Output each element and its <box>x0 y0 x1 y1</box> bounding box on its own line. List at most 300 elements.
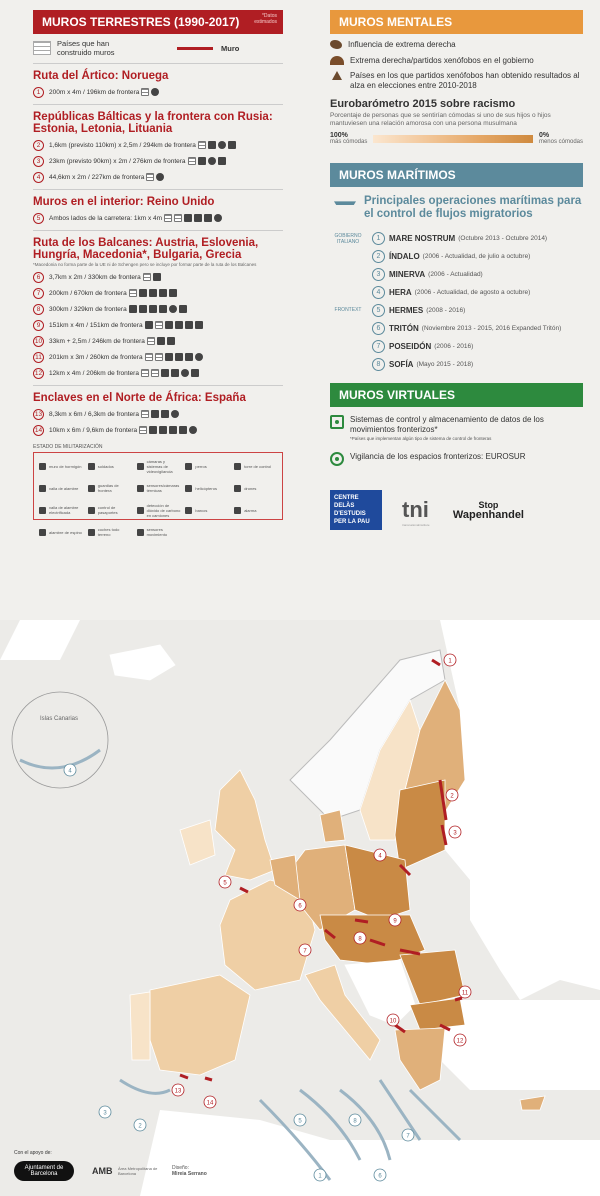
mentales-item-text: Países en los que partidos xenófobos han obtenido resultados al alza en elecciones entre 2010-2018 <box>350 71 580 90</box>
militarization-icon <box>39 485 46 492</box>
operation-dates: (Noviembre 2013 - 2015, 2016 Expanded Tritón) <box>421 324 562 332</box>
support-label: Con el apoyo de: <box>14 1150 52 1156</box>
wall-label <box>389 914 401 926</box>
maritime-operation <box>330 229 583 247</box>
soldier-icon <box>228 141 236 149</box>
militarization-label: valla de alambre <box>49 485 79 491</box>
scale-left-label: más cómodas <box>330 139 368 145</box>
ajuntament-barcelona-logo: Ajuntament de Barcelona <box>14 1161 74 1181</box>
militarization-item <box>135 521 182 543</box>
tni-logo <box>402 496 430 527</box>
operation-name: HERMES <box>389 305 424 315</box>
up-arrow-icon <box>332 71 342 80</box>
operation-number: 1 <box>372 232 385 245</box>
camera-icon <box>189 426 197 434</box>
camera-icon <box>208 157 216 165</box>
camera-icon <box>169 305 177 313</box>
operation-dates: (2008 - 2016) <box>426 306 466 314</box>
wall-item <box>33 367 283 379</box>
fence-icon <box>145 353 153 361</box>
militarization-item <box>86 521 133 543</box>
militarization-icon <box>137 485 144 492</box>
wall-label-text: 5 <box>223 880 227 887</box>
operation-number: 4 <box>372 286 385 299</box>
wall-item <box>33 335 283 347</box>
maritime-operation <box>330 247 583 265</box>
partner-logos <box>330 490 583 530</box>
operation-dates: (2006 - Actualidad, de julio a octubre) <box>422 252 531 260</box>
mentales-item <box>330 40 583 50</box>
wall-label-text: 13 <box>174 1088 182 1095</box>
sea-label-text: 2 <box>138 1123 142 1130</box>
fan-icon <box>330 56 344 65</box>
sea-label-text: 4 <box>68 768 72 775</box>
operation-name: MARE NOSTRUM <box>389 233 456 243</box>
scale-right-pct: 0% <box>538 132 550 139</box>
barbed-wire-icon <box>153 273 161 281</box>
portugal <box>130 992 150 1060</box>
barbed-wire-icon <box>198 157 206 165</box>
operation-name: POSEIDÓN <box>389 341 432 351</box>
amb-full-text: Àrea Metropolitana de Barcelona <box>118 1166 158 1177</box>
virtual-item2-text: Vigilancia de los espacios fronterizos: EUROSUR <box>350 451 526 461</box>
centre-delas-logo: CENTRE DELÀS D'ESTUDIS PER LA PAU <box>330 490 382 530</box>
wall-number: 13 <box>34 410 43 418</box>
sea-label-text: 1 <box>318 1173 322 1180</box>
ship-icon <box>334 199 356 205</box>
stop-text: Stop <box>478 499 499 510</box>
group-italy-label: GOBIERNO ITALIANO <box>334 233 362 245</box>
barbed-wire-icon <box>145 321 153 329</box>
wall-description: 151km x 4m / 151km de frontera <box>49 321 143 329</box>
barbed-wire-icon <box>151 410 159 418</box>
wall-label-text: 14 <box>206 1100 214 1107</box>
sponsor-logos <box>14 1161 314 1181</box>
soldier-icon <box>204 214 212 222</box>
sea-operation-label <box>374 1169 386 1181</box>
barbed-wire-icon <box>157 337 165 345</box>
wall-label <box>387 1014 399 1026</box>
militarization-label: torre de control <box>244 463 272 469</box>
operation-name: ÍNDALO <box>389 251 420 261</box>
barbed-wire-icon <box>129 305 137 313</box>
fence-icon <box>143 273 151 281</box>
soldier-icon <box>179 305 187 313</box>
wall-item <box>33 351 283 363</box>
militarization-item <box>37 477 84 499</box>
sea-operation-label <box>402 1129 414 1141</box>
soldier-icon <box>185 353 193 361</box>
maritime-operation <box>330 355 583 373</box>
data-control-icon <box>330 415 344 429</box>
design-label: Diseño: <box>172 1165 189 1171</box>
militarization-item <box>135 455 182 477</box>
wall-label-text: 10 <box>389 1018 397 1025</box>
soldier-icon <box>149 289 157 297</box>
operation-dates: (Mayo 2015 - 2018) <box>416 360 474 368</box>
wall-number: 10 <box>34 337 43 345</box>
wall-description: 8,3km x 6m / 6,3km de frontera <box>49 410 139 418</box>
militarization-icon <box>88 485 95 492</box>
tni-logo-text: tni <box>402 496 429 522</box>
wall-label-text: 12 <box>456 1038 464 1045</box>
militarization-icon <box>88 507 95 514</box>
mentales-item <box>330 71 583 90</box>
wall-item <box>33 287 283 299</box>
operation-number: 8 <box>372 358 385 371</box>
ops-title-row <box>330 195 583 221</box>
sea-operation-label <box>99 1106 111 1118</box>
wall-number: 6 <box>33 272 44 283</box>
wall-line-icon <box>177 47 213 50</box>
militarization-icon <box>88 529 95 536</box>
operation-name: HERA <box>389 287 412 297</box>
militarization-icon <box>137 529 144 536</box>
barbed-wire-icon <box>149 426 157 434</box>
operation-number: 5 <box>372 304 385 317</box>
fence-icon <box>188 157 196 165</box>
sea-operation-label <box>64 764 76 776</box>
barbed-wire-icon <box>165 321 173 329</box>
camera-icon <box>214 214 222 222</box>
muros-terrestres-header <box>33 10 283 34</box>
wall-item <box>33 408 283 420</box>
militarization-legend <box>33 452 283 537</box>
sea-label-text: 3 <box>103 1110 107 1117</box>
wall-label <box>444 654 456 666</box>
operation-dates: (2006 - Actualidad) <box>428 270 483 278</box>
militarization-label: muro de hormigón <box>49 463 82 469</box>
wall-label <box>299 944 311 956</box>
operation-dates: (Octubre 2013 - Octubre 2014) <box>458 234 548 242</box>
militarization-item <box>183 455 230 477</box>
section-note: *Macedonia no forma parte de la UE ni de Schengen pero se incluye por formar parte de la ruta de los Balcanes <box>33 262 257 267</box>
wall-description: 300km / 329km de frontera <box>49 305 127 313</box>
brick-pattern-icon <box>33 41 51 55</box>
wall-label-text: 4 <box>378 853 382 860</box>
virtual-item1-text: Sistemas de control y almacenamiento de datos de los movimientos fronterizos* <box>350 415 544 434</box>
muros-virtuales-header <box>330 383 583 407</box>
wall-description: 12km x 4m / 206km de frontera <box>49 369 139 377</box>
operation-dates: (2006 - 2016) <box>434 342 474 350</box>
ops-title: Principales operaciones marítimas para el control de flujos migratorios <box>364 195 582 220</box>
militarization-label: perros <box>195 463 207 469</box>
militarization-label: cámaras y sistemas de videovigilancia <box>146 458 173 474</box>
fence-icon <box>155 321 163 329</box>
wall-description: 33km + 2,5m / 246km de frontera <box>49 337 145 345</box>
eurobarometro-scale <box>330 132 583 145</box>
amb-logo <box>92 1166 158 1177</box>
militarization-label: sensores movimiento <box>146 527 168 537</box>
fence-icon <box>147 337 155 345</box>
wall-description: 200m x 4m / 196km de frontera <box>49 88 140 96</box>
wall-item <box>33 155 283 167</box>
militarization-label: detección de dióxido de carbono en camiones <box>146 502 181 518</box>
wall-label-text: 11 <box>461 990 469 997</box>
sea-label-text: 8 <box>353 1118 357 1125</box>
section-title: Enclaves en el Norte de África: España <box>33 385 283 404</box>
camera-icon <box>181 369 189 377</box>
scale-right-label: menos cómodas <box>538 139 583 145</box>
sea-operation-label <box>314 1169 326 1181</box>
mentales-legend <box>330 40 583 90</box>
sea-label-text: 5 <box>298 1118 302 1125</box>
fence-icon <box>129 289 137 297</box>
wall-item <box>33 424 283 436</box>
soldier-icon <box>185 321 193 329</box>
wall-label <box>454 1034 466 1046</box>
wall-label <box>446 789 458 801</box>
militarization-label: drones <box>244 485 257 491</box>
wall-label-text: 7 <box>303 948 307 955</box>
wall-label-text: 3 <box>453 830 457 837</box>
operation-name: MINERVA <box>389 269 426 279</box>
europe-map <box>0 620 600 1196</box>
muros-mentales-header <box>330 10 583 34</box>
fence-icon <box>139 426 147 434</box>
mentales-item-text: Extrema derecha/partidos xenófobos en el gobierno <box>350 55 534 65</box>
fence-icon <box>141 88 149 96</box>
militarization-item <box>232 499 279 521</box>
militarization-icon <box>234 485 241 492</box>
maritime-operations-list <box>330 229 583 373</box>
fence-icon <box>141 369 149 377</box>
muros-terrestres-title: MUROS TERRESTRES (1990-2017) <box>42 15 240 29</box>
barbed-wire-icon <box>161 369 169 377</box>
soldier-icon <box>169 289 177 297</box>
wall-item <box>33 86 283 98</box>
maritime-operation <box>330 319 583 337</box>
wall-label <box>459 986 471 998</box>
wall-label <box>172 1084 184 1096</box>
wall-number: 5 <box>33 213 44 224</box>
muros-terrestres-column <box>33 10 283 537</box>
soldier-icon <box>169 426 177 434</box>
wall-label <box>374 849 386 861</box>
wall-number: 12 <box>34 369 43 377</box>
soldier-icon <box>218 157 226 165</box>
section-title: Muros en el interior: Reino Unido <box>33 189 283 208</box>
militarization-label: coches todo terreno <box>97 527 120 537</box>
camera-icon <box>171 410 179 418</box>
militarization-item <box>183 499 230 521</box>
wall-description: 200km / 670km de frontera <box>49 289 127 297</box>
wall-description: 1,6km (previsto 110km) x 2,5m / 294km de frontera <box>49 141 196 149</box>
maritime-operation <box>330 283 583 301</box>
terrestres-legend <box>33 39 283 57</box>
barbed-wire-icon <box>159 426 167 434</box>
operation-name: SOFÍA <box>389 359 414 369</box>
canarias-label: Islas Canarias <box>40 716 79 722</box>
operation-number: 3 <box>372 268 385 281</box>
soldier-icon <box>195 321 203 329</box>
militarization-label: guardias de frontera <box>97 483 119 493</box>
spain <box>150 975 250 1075</box>
militarization-label: valla de alambre electrificada <box>49 505 79 515</box>
militarization-item <box>232 455 279 477</box>
sea-operation-label <box>294 1114 306 1126</box>
soldier-icon <box>149 305 157 313</box>
wall-description: 201km x 3m / 260km de frontera <box>49 353 143 361</box>
militarization-icon <box>39 507 46 514</box>
camera-icon <box>151 88 159 96</box>
militarization-label: soldados <box>97 463 114 469</box>
operation-number: 2 <box>372 250 385 263</box>
wall-number: 1 <box>33 87 44 98</box>
militarization-icon <box>39 463 46 470</box>
operation-number: 6 <box>372 322 385 335</box>
militarization-icon <box>185 485 192 492</box>
wall-description: 23km (previsto 90km) x 2m / 276km de frontera <box>49 157 186 165</box>
wall-number: 14 <box>34 426 43 434</box>
militarization-icon <box>234 507 241 514</box>
militarization-icon <box>88 463 95 470</box>
datos-estimados-note: *Datos estimados <box>254 13 277 25</box>
maritime-operation <box>330 265 583 283</box>
militarization-label: sensores/cámaras térmicas <box>146 483 180 493</box>
barbed-wire-icon <box>139 289 147 297</box>
wall-label <box>219 876 231 888</box>
soldier-icon <box>161 410 169 418</box>
group-frontex-label: FRONTEXT <box>334 307 362 313</box>
wall-number: 7 <box>33 288 44 299</box>
wall-label <box>449 826 461 838</box>
section-title: Ruta de los Balcanes: Austria, Eslovenia, Hungría, Macedonia*, Bulgaria, Grecia <box>33 230 283 261</box>
militarization-icon <box>137 507 144 514</box>
wall-label-text: 9 <box>393 918 397 925</box>
wall-label <box>354 932 366 944</box>
soldier-icon <box>175 321 183 329</box>
wall-description: 3,7km x 2m / 330km de frontera <box>49 273 141 281</box>
wall-segment <box>205 1078 212 1080</box>
wall-label-text: 2 <box>450 793 454 800</box>
wall-item <box>33 271 283 283</box>
camera-icon <box>156 173 164 181</box>
militarization-item <box>37 499 84 521</box>
virtual-item-eurosur <box>330 452 583 466</box>
soldier-icon <box>194 214 202 222</box>
blob-icon <box>330 40 342 49</box>
camera-icon <box>218 141 226 149</box>
militarization-item <box>37 455 84 477</box>
eurobarometro-title: Eurobarómetro 2015 sobre racismo <box>330 98 516 110</box>
militarization-icon <box>234 463 241 470</box>
wall-label-text: 6 <box>298 903 302 910</box>
barbed-wire-icon <box>208 141 216 149</box>
muros-maritimos-title: MUROS MARÍTIMOS <box>339 168 456 182</box>
designer-name: Mireia Serrano <box>172 1171 207 1177</box>
section-title: Ruta del Ártico: Noruega <box>33 63 283 82</box>
legend-wall-label: Muro <box>221 43 240 53</box>
wall-label <box>294 899 306 911</box>
militarization-label: control de pasaportes <box>97 505 118 515</box>
wall-number: 8 <box>33 304 44 315</box>
wall-number: 4 <box>33 172 44 183</box>
design-credit <box>172 1165 207 1177</box>
wall-label-text: 8 <box>358 936 362 943</box>
virtual-item1-note: *Países que implementan algún tipo de sistema de control de fronteras <box>350 436 492 441</box>
soldier-icon <box>159 289 167 297</box>
barbed-wire-icon <box>139 305 147 313</box>
soldier-icon <box>171 369 179 377</box>
militarization-title: ESTADO DE MILITARIZACIÓN <box>33 444 103 450</box>
wall-label <box>204 1096 216 1108</box>
muros-mentales-title: MUROS MENTALES <box>339 15 453 29</box>
camera-icon <box>195 353 203 361</box>
militarization-item <box>37 521 84 543</box>
amb-text: AMB <box>92 1165 113 1176</box>
militarization-item <box>86 477 133 499</box>
fence-icon <box>174 214 182 222</box>
wall-number: 2 <box>33 140 44 151</box>
militarization-item <box>183 477 230 499</box>
wall-item <box>33 212 283 224</box>
fence-icon <box>155 353 163 361</box>
militarization-icon <box>39 529 46 536</box>
right-column <box>330 10 583 530</box>
militarization-icon <box>137 463 144 470</box>
militarization-item <box>135 477 182 499</box>
barbed-wire-icon <box>191 369 199 377</box>
mentales-item <box>330 56 583 66</box>
fence-icon <box>151 369 159 377</box>
operation-dates: (2006 - Actualidad, de agosto a octubre) <box>414 288 531 296</box>
fence-icon <box>141 410 149 418</box>
militarization-item <box>135 499 182 521</box>
footer <box>14 1150 314 1181</box>
militarization-label: alambre de espino <box>49 529 82 535</box>
militarization-label: alarma <box>244 507 257 513</box>
wall-item <box>33 139 283 151</box>
wall-number: 9 <box>33 320 44 331</box>
fence-icon <box>198 141 206 149</box>
muros-virtuales-title: MUROS VIRTUALES <box>339 388 456 402</box>
militarization-label: helicópteros <box>195 485 217 491</box>
militarization-item <box>183 521 230 543</box>
wall-description: 10km x 6m / 9,6km de frontera <box>49 426 138 434</box>
scale-gradient <box>373 135 533 143</box>
wall-label-text: 1 <box>448 658 452 665</box>
sea-label-text: 7 <box>406 1133 410 1140</box>
barbed-wire-icon <box>167 337 175 345</box>
legend-countries-label: Países que han construido muros <box>57 39 115 57</box>
militarization-icon <box>185 507 192 514</box>
operation-number: 7 <box>372 340 385 353</box>
wall-item <box>33 171 283 183</box>
tni-url: transnationalinstitute <box>402 522 430 527</box>
mentales-item-text: Influencia de extrema derecha <box>348 40 456 49</box>
eurosur-icon <box>330 452 344 466</box>
virtual-item-control <box>330 415 583 444</box>
maritime-operation <box>330 301 583 319</box>
militarization-label: barcos <box>195 507 208 513</box>
soldier-icon <box>179 426 187 434</box>
wall-number: 3 <box>33 156 44 167</box>
sea-operation-label <box>349 1114 361 1126</box>
wall-item <box>33 303 283 315</box>
wapenhandel-text: Wapenhandel <box>452 508 524 521</box>
militarization-item <box>232 477 279 499</box>
eurobarometro-subtitle: Porcentaje de personas que se sentirían cómodas si uno de sus hijos o hijos mantuviesen una relación amorosa con una persona musulmana <box>330 112 551 127</box>
section-title: Repúblicas Bálticas y la frontera con Rusia: Estonia, Letonia, Lituania <box>33 104 283 135</box>
wall-description: 44,6km x 2m / 227km de frontera <box>49 173 145 181</box>
wall-description: Ambos lados de la carretera: 1km x 4m <box>49 214 163 222</box>
sea-operation-label <box>134 1119 146 1131</box>
terrestres-sections <box>33 63 283 436</box>
scale-left-pct: 100% <box>330 132 348 139</box>
militarization-icon <box>185 463 192 470</box>
muros-maritimos-header <box>330 163 583 187</box>
